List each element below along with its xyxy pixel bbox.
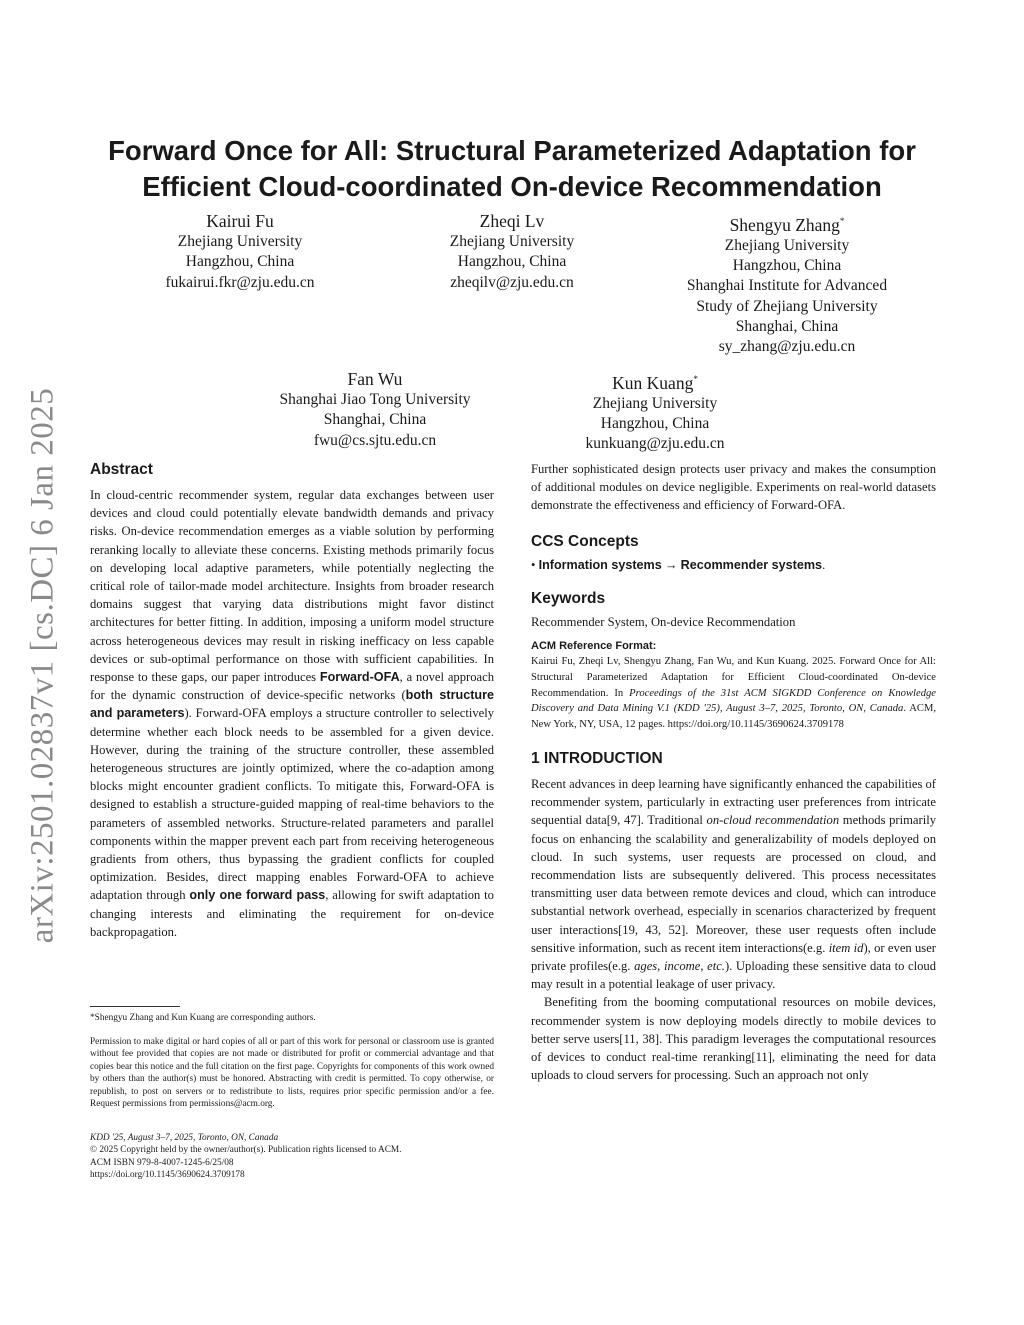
author-block-kairui-fu (140, 210, 340, 293)
permission-notice: Permission to make digital or hard copies of all or part of this work for personal or classroom use is granted without fee provided that copies are not made or distributed for profit or commercial advantage and that copies bear this notice and the full citation on the first page. Copyrights for components of this work owned by others than the author(s) must be honored. Abstracting with credit is permitted. To copy otherwise, or republish, to post on servers or to redistribute to lists, requires prior specific permission and/or a fee. Request permissions from permissions@acm.org. (90, 1037, 494, 1110)
intro-p1-c: ), or even user private profiles(e.g. (531, 940, 936, 974)
keywords-text: Recommender System, On-device Recommendation (531, 614, 796, 629)
author-location: Hangzhou, China (457, 253, 567, 271)
abstract-part-2: , a novel approach for the dynamic construction of device-specific networks ( (90, 670, 494, 703)
paper-title (80, 133, 944, 205)
abstract-bold-forward-pass: only one forward pass (189, 888, 326, 903)
author-affiliation: Zhejiang University (724, 236, 850, 254)
author-name: Kairui Fu (206, 211, 274, 231)
author-location: Hangzhou, China (185, 253, 295, 271)
corresponding-mark: * (839, 216, 845, 226)
author-name-line (667, 210, 907, 236)
corresponding-author-footnote: *Shengyu Zhang and Kun Kuang are corresponding authors. (90, 1013, 316, 1023)
author-affiliation: Zhejiang University (177, 233, 303, 250)
arxiv-identifier-text: arXiv:2501.02837v1 [cs.DC] 6 Jan 2025 (24, 387, 61, 943)
author-email: fukairui.fkr@zju.edu.cn (165, 273, 315, 291)
author-name: Zheqi Lv (479, 211, 545, 231)
abstract-continued: Further sophisticated design protects user privacy and makes the consumption of additional modules on device negligible. Experiments on real-world datasets demonstrate the effectiveness and efficiency of Forward-OFA. (531, 462, 936, 513)
abstract-part-4: , allowing for swift adaptation to changing interests and eliminating the requirement for on-device backpropagation. (90, 888, 494, 939)
author-name: Fan Wu (347, 369, 403, 389)
acm-reference-authors: Kairui Fu, Zheqi Lv, Shengyu Zhang, Fan Wu, and Kun Kuang. 2025. Forward Once for All: Structural Parameterized Adaptation for Efficient Cloud-coordinated On-device Recommendation. In (531, 656, 936, 699)
author-affiliation: Zhejiang University (592, 394, 718, 412)
intro-p1-d: ). Uploading these sensitive data to cloud may result in a potential leakage of user privacy. (531, 959, 936, 992)
author-block-zheqi-lv (412, 210, 612, 293)
author-name: Kun Kuang (612, 372, 694, 393)
author-name-line (545, 368, 765, 394)
corresponding-mark: * (693, 374, 698, 384)
intro-p1-emphasis-3: ages, income, etc. (634, 959, 725, 974)
doi-line: https://doi.org/10.1145/3690624.3709178 (90, 1170, 245, 1181)
author-email: fwu@cs.sjtu.edu.cn (313, 431, 437, 449)
intro-p1-a: Recent advances in deep learning have significantly enhanced the capabilities of recommender system, particularly in extracting user preferences from intricate sequential data[9, 47]. Traditional (531, 777, 936, 828)
author-affiliation: Zhejiang University (449, 233, 575, 250)
keywords-heading: Keywords (531, 589, 606, 607)
abstract-bold-method: Forward-OFA (319, 670, 400, 685)
arrow-icon: → (664, 557, 678, 572)
author-location: Hangzhou, China (732, 257, 842, 275)
ccs-concepts (531, 556, 936, 574)
intro-p1-emphasis-2: item id (828, 940, 864, 955)
author-block-shengyu-zhang (667, 210, 907, 358)
intro-p1-b: methods primarily focus on enhancing the scalability and generalizability of models deployed on cloud. In such systems, user requests are processed on cloud, and recommendation lists are subsequently delivered. This process necessitates transmitting user data between remote devices and cloud, which can introduce substantial network overhead, especially in scenarios characterized by frequent user interactions[19, 43, 52]. Moreover, these user requests often include sensitive information, such as recent item interactions(e.g. (531, 813, 936, 955)
ccs-period: . (822, 557, 826, 572)
ccs-information-systems: Information systems (538, 557, 662, 572)
abstract-part-3: ). Forward-OFA employs a structure controller to selectively determine whether each block needs to be assembled for a given device. However, during the training of the structure controller, these assembled heterogeneous structures are jointly optimized, where the co-adaption among blocks might encounter gradient conflicts. To mitigate this, Forward-OFA is designed to establish a structure-guided mapping of real-time behaviors to the parameters of assembled networks. Structure-related parameters and parallel components within the mapper prevent each part from receiving heterogeneous gradients from others, thus bypassing the gradient conflicts for coupled optimization. Besides, direct mapping enables Forward-OFA to achieve adaptation through (90, 706, 495, 903)
author-email: sy_zhang@zju.edu.cn (718, 338, 856, 356)
publication-metadata (90, 1132, 494, 1182)
acm-reference-heading: ACM Reference Format: (531, 640, 657, 653)
conference-line: KDD '25, August 3–7, 2025, Toronto, ON, Canada (90, 1133, 279, 1143)
ccs-heading: CCS Concepts (531, 532, 639, 550)
author-location: Hangzhou, China (600, 415, 710, 433)
acm-reference-text (531, 654, 936, 733)
acm-reference-tail: . ACM, New York, NY, USA, 12 pages. https://doi.org/10.1145/3690624.3709178 (531, 703, 937, 731)
author-block-fan-wu (255, 368, 495, 451)
author-affiliation: Shanghai Jiao Tong University (279, 391, 471, 408)
author-affiliation-2-line-2: Study of Zhejiang University (696, 297, 878, 315)
acm-reference-proceedings: Proceedings of the 31st ACM SIGKDD Conference on Knowledge Discovery and Data Mining V.1 (KDD '25), August 3–7, 2025, Toronto, ON, Canada (531, 687, 936, 715)
intro-p1-emphasis: on-cloud recommendation (706, 813, 840, 828)
isbn-line: ACM ISBN 979-8-4007-1245-6/25/08 (90, 1157, 234, 1168)
abstract-bold-structure: both structure and parameters (90, 688, 494, 721)
ccs-bullet: • (531, 557, 536, 572)
introduction-heading: 1 INTRODUCTION (531, 750, 663, 767)
arxiv-identifier (18, 370, 68, 960)
abstract-part-1: In cloud-centric recommender system, regular data exchanges between user devices and cloud could potentially elevate bandwidth demands and privacy risks. On-device recommendation emerges as a viable solution by performing reranking locally to alleviate these concerns. Existing methods primarily focus on developing local adaptive parameters, while potentially neglecting the critical role of tailor-made model architecture. Insights from broader research domains suggest that varying data distributions might favor distinct architectures for better fitting. In addition, imposing a uniform model structure across heterogeneous devices may result in risking inefficacy on less capable devices or sub-optimal performance on those with sufficient capabilities. In response to these gaps, our paper introduces (90, 488, 494, 685)
author-email: zheqilv@zju.edu.cn (450, 273, 574, 291)
author-name: Shengyu Zhang (729, 214, 840, 235)
author-email: kunkuang@zju.edu.cn (585, 435, 725, 453)
left-column (90, 460, 494, 941)
abstract-text (90, 486, 494, 941)
title-line-1: Forward Once for All: Structural Parameterized Adaptation for (108, 135, 916, 166)
author-block-kun-kuang (545, 368, 765, 455)
author-affiliation-2-line-1: Shanghai Institute for Advanced (686, 277, 888, 295)
intro-paragraph-2: Benefiting from the booming computational resources on mobile devices, recommender system is now deploying models directly to mobile devices to better serve users[11, 38]. This paradigm leverages the computational resources of devices to conduct real-time reranking[11], eliminating the need for data uploads to cloud servers for processing. Such an approach not only (531, 995, 936, 1083)
copyright-line: © 2025 Copyright held by the owner/author(s). Publication rights licensed to ACM. (90, 1145, 402, 1156)
footnote-rule (90, 1006, 180, 1007)
introduction-text (531, 775, 936, 1084)
ccs-recommender-systems: Recommender systems (680, 557, 823, 572)
author-location: Shanghai, China (323, 411, 427, 429)
right-column (531, 460, 936, 1084)
author-location-2: Shanghai, China (735, 318, 839, 336)
abstract-heading: Abstract (90, 461, 153, 478)
title-line-2: Efficient Cloud-coordinated On-device Recommendation (142, 171, 882, 202)
